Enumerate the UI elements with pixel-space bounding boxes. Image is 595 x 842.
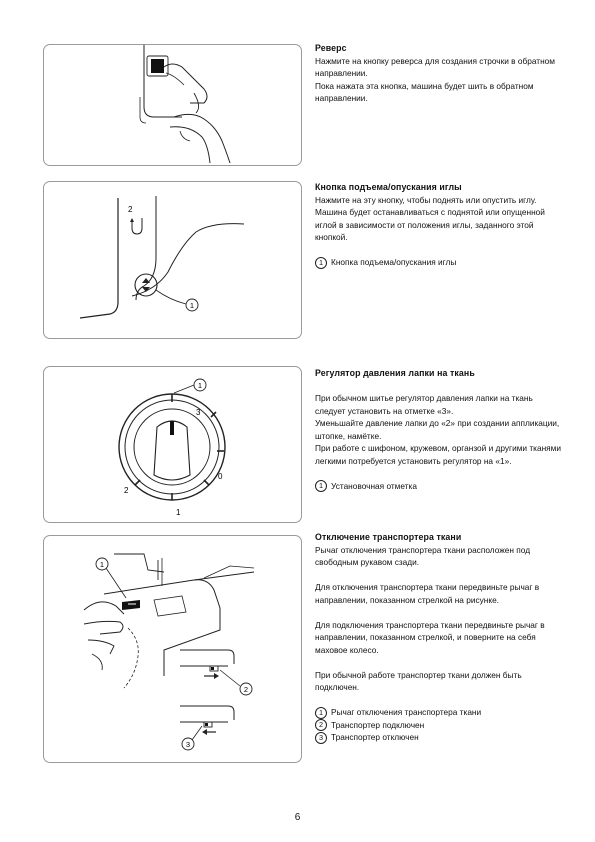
section-feed-dog [315,531,565,744]
paragraph: Пока нажата эта кнопка, машина будет шить в обратном направлении. [315,80,534,103]
section-needle-button [315,181,565,269]
callout-1-label: 1 [197,381,203,390]
legend-item [315,719,565,732]
legend-item [315,480,565,493]
legend-text: Рычаг отключения транспортера ткани [331,707,482,717]
callout-1-label: 1 [189,301,195,310]
section-title: Отключение транспортера ткани [315,532,462,542]
dial-marker-icon [170,421,174,435]
legend-number: 1 [315,257,327,269]
arrow-number-label: 2 [128,205,133,214]
section-title: Регулятор давления лапки на ткань [315,368,475,378]
section-title: Реверс [315,43,347,53]
paragraph: Рычаг отключения транспортера ткани расположен под свободным рукавом сзади. [315,544,531,567]
dial-label-1: 1 [176,508,181,517]
page-number: 6 [294,812,301,823]
paragraph: Уменьшайте давление лапки до «2» при создании аппликации, штопке, намëтке. [315,418,560,441]
figure-needle-button [43,181,302,339]
legend-item [315,706,565,719]
paragraph: Нажмите на эту кнопку, чтобы поднять или опустить иглу. Машина будет останавливаться с поднятой или опущенной иглой в зависимости от положения иглы, заданного этой кнопкой. [315,194,545,242]
legend-text: Кнопка подъема/опускания иглы [331,257,457,267]
dial-label-0: 0 [218,472,223,481]
section-reverse [315,42,565,105]
figure-reverse-button [43,44,302,166]
legend-item [315,256,565,269]
paragraph: При обычном шитье регулятор давления лапки на ткань следует установить на отметке «3». [315,393,533,416]
paragraph: При работе с шифоном, кружевом, органзой и другими тканями легкими потребуется установить регулятор на «1». [315,443,561,466]
callout-1-label: 1 [99,560,105,569]
callout-3-label: 3 [185,740,191,749]
figure-pressure-dial [43,366,302,523]
legend-text: Транспортер отключен [331,732,419,742]
paragraph: Для подключения транспортера ткани передвиньте рычаг в направлении, показанном стрелкой, и поверните на себя маховое колесо. [315,619,545,655]
reverse-button-icon [151,59,164,73]
dial-label-2: 2 [124,486,129,495]
legend-number: 2 [315,719,327,731]
dial-label-3: 3 [196,408,201,417]
legend-item [315,731,565,744]
figure-feed-dog [43,535,302,763]
legend-number: 1 [315,480,327,492]
legend-text: Установочная отметка [331,480,417,491]
callout-2-label: 2 [243,685,249,694]
paragraph: Нажмите на кнопку реверса для создания строчки в обратном направлении. [315,55,556,78]
legend-number: 3 [315,732,327,744]
section-pressure [315,367,565,492]
legend-number: 1 [315,707,327,719]
legend-text: Транспортер подключен [331,719,425,730]
paragraph: При обычной работе транспортер ткани должен быть подключен. [315,669,522,692]
section-title: Кнопка подъема/опускания иглы [315,182,462,192]
paragraph: Для отключения транспортера ткани передвиньте рычаг в направлении, показанном стрелкой на рисунке. [315,582,540,605]
